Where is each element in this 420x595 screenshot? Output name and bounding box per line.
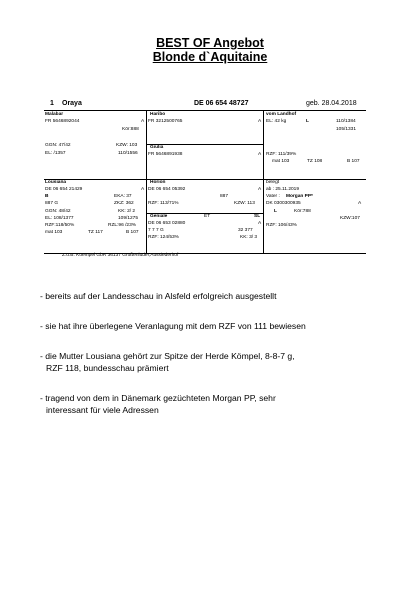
right-top-v1: 110/1384 [336,119,356,124]
sire-dam-id: FR 5646891938 [148,152,183,157]
right-top-header: vom Landhof [266,112,297,117]
right-top-tz: TZ 108 [307,159,323,164]
dam-dam-line: 7 7 7 G [148,228,164,233]
sire-dam-name: Giulia [150,145,164,150]
sire-sire-sex: A [258,119,262,124]
sire-sire-id: FR 3212500765 [148,119,183,124]
right-bottom-l: L [274,209,277,214]
animal-name: Oraya [62,100,82,107]
sire-breeder: Kör:888 [122,127,139,132]
right-top-l: L [306,119,309,124]
bullet-text: RZF 118, bundesschau prämiert [46,363,169,373]
sire-sex: A [141,119,145,124]
pedigree-divider [44,179,366,180]
sire-el: EL: /1357 [45,151,66,156]
animal-ear-tag: DE 06 654 48727 [194,100,249,107]
dam-sire-kzw: KZW: 113 [234,201,255,206]
bullet-item [40,290,410,302]
bullet-text: - bereits auf der Landesschau in Alsfeld erfolgreich ausgestellt [40,291,277,301]
sire-dam-sex: A [258,152,262,157]
bullet-item [40,392,410,416]
dam-sire-sex: A [258,187,262,192]
pedigree-divider [146,144,263,145]
dam-el: EL: 108/1377 [45,216,74,221]
breeder-footnote: Z.u.B: Koempel GbR 36137 Großenlüder,Aussiederhof [62,253,179,258]
pedigree-divider [263,111,264,253]
dam-ggn-prev: 887 G [45,201,59,206]
right-bottom-belegt: belegt [266,180,280,185]
sire-sire-name: Haribo [150,112,166,117]
dam-dam-id: DE 06 653 02880 [148,221,186,226]
right-top-rzf: RZF: 111/39% [266,152,297,157]
dam-tz: TZ 117 [88,230,103,235]
dam-mat: mat 103 [45,230,63,235]
right-top-v2: 105/1331 [336,127,357,132]
bullet-item [40,350,410,374]
right-top-b: B 107 [347,159,360,164]
animal-number: 1 [50,100,54,107]
dam-dam-sex: A [258,221,262,226]
sire-name: Malabar [45,112,64,117]
sire-ggn: GGN: 47/42 [45,143,71,148]
right-bottom-a: A [358,201,362,206]
dam-sire-id: DE 06 654 05392 [148,187,186,192]
right-bottom-ab: ab : 25.11.2019 [266,187,299,192]
right-top-mat: mat 103 [272,159,290,164]
right-bottom-kzw: KZW:107 [340,216,360,221]
dam-id: DE 06 654 21429 [45,187,83,192]
page-title: BEST OF Angebot [156,36,264,50]
dam-dam-name: Geniale [150,214,168,219]
animal-birth-date: geb. 28.04.2018 [306,100,357,107]
bullet-text: - die Mutter Lousiana gehört zur Spitze der Herde Kömpel, 8-8-7 g, [40,351,295,361]
dam-sire-num: 887 [220,194,229,199]
sire-el2: 110/1556 [118,151,138,156]
right-top-el: EL: 42 kg [266,119,287,124]
dam-dam-code: ET [204,214,211,219]
bullet-text: - tragend von dem in Dänemark gezüchteten Morgan PP, sehr [40,393,276,403]
dam-rzf: RZF:118/50% [45,223,75,228]
bullet-item [40,320,410,332]
bullet-text: - sie hat ihre überlegene Veranlagung mit dem RZF von 111 bewiesen [40,321,306,331]
dam-eka: EKA: 37 [114,194,132,199]
right-bottom-rzf: RZF: 106/43% [266,223,297,228]
dam-sire-rzf: RZF: 113/71% [148,201,179,206]
dam-sire-name: Horion [150,180,166,185]
right-bottom-vater-label: Vater : [266,194,280,199]
dam-el2: 109/1275 [118,216,139,221]
dam-rzl: RZL:96 /23% [108,223,136,228]
dam-ggn: GGN: 48/42 [45,209,71,214]
sire-id: FR 5646892044 [45,119,80,124]
right-bottom-vater: Morgan PP* [286,194,313,199]
bullet-text: interessant für viele Adressen [46,405,159,415]
dam-b: B [45,194,49,199]
dam-kk: KK: 2/ 2 [118,209,136,214]
right-bottom-kor: Kör:788 [294,209,311,214]
dam-b2: B 107 [126,230,139,235]
pedigree-divider [146,111,147,253]
animal-header [44,99,364,109]
dam-dam-rzf: RZF: 124/53% [148,235,179,240]
pedigree-table [44,110,366,254]
dam-zkz: ZKZ: 362 [114,201,134,206]
dam-dam-kk: KK: 3/ 3 [240,235,258,240]
dam-sex: A [141,187,145,192]
sire-kzw: KZW: 103 [116,143,138,148]
dam-name: Lousiana [45,180,67,185]
dam-dam-num: 32 377 [238,228,253,233]
dam-dam-sl: SL [254,214,261,219]
page-subtitle: Blonde d`Aquitaine [152,50,268,64]
right-bottom-dk: DK 0300300935 [266,201,301,206]
